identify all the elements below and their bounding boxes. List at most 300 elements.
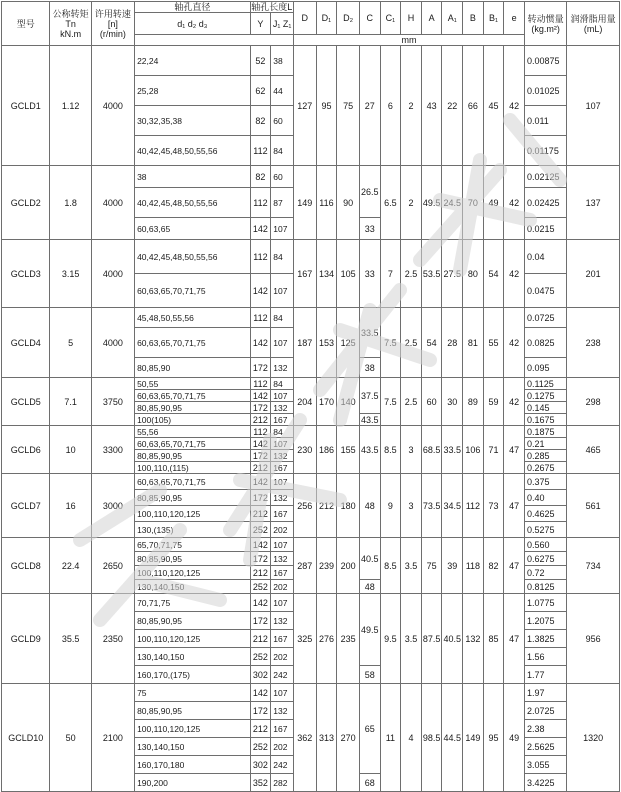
bore-length-j-cell: 132 xyxy=(271,490,294,506)
inertia-cell: 1.77 xyxy=(524,666,566,684)
C1-cell: 8.5 xyxy=(380,538,401,594)
bore-length-j-cell: 202 xyxy=(271,580,294,594)
C-cell: 49.5 xyxy=(359,594,380,666)
table-row xyxy=(2,474,620,490)
bore-length-j-cell: 107 xyxy=(271,274,294,308)
inertia-cell: 0.5275 xyxy=(524,522,566,538)
bore-diameter-cell: 70,71,75 xyxy=(135,594,251,612)
col-B: B xyxy=(463,2,484,35)
col-bore-diameter: 轴孔直径 xyxy=(135,2,251,13)
C-cell: 43.5 xyxy=(361,414,379,425)
inertia-cell: 0.1875 xyxy=(524,426,566,438)
B-cell: 66 xyxy=(463,46,484,166)
bore-diameter-cell: 100,110,(115) xyxy=(135,462,251,474)
torque-cell: 1.12 xyxy=(50,46,91,166)
bore-length-j-cell: 167 xyxy=(271,630,294,648)
speed-cell: 2100 xyxy=(91,684,134,792)
speed-cell: 4000 xyxy=(91,308,134,378)
bore-diameter-cell: 130,(135) xyxy=(135,522,251,538)
bore-diameter-cell: 80,85,90,95 xyxy=(135,702,251,720)
bore-diameter-cell: 100,110,120,125 xyxy=(135,720,251,738)
bore-diameter-cell: 100(105) xyxy=(135,414,251,426)
bore-length-y-cell: 252 xyxy=(250,738,271,756)
bore-length-j-cell: 167 xyxy=(271,462,294,474)
inertia-cell: 0.01175 xyxy=(524,136,566,166)
col-model: 型号 xyxy=(2,2,50,46)
D2-cell: 125 xyxy=(337,308,360,378)
bore-length-j-cell: 132 xyxy=(271,612,294,630)
bore-length-y-cell: 172 xyxy=(250,358,271,378)
bore-length-y-cell: 142 xyxy=(250,274,271,308)
C-cell: 68 xyxy=(359,774,380,792)
inertia-cell: 0.0475 xyxy=(524,274,566,308)
bore-length-y-cell: 172 xyxy=(250,402,271,414)
bore-length-y-cell: 112 xyxy=(250,308,271,328)
bore-length-j-cell: 282 xyxy=(271,774,294,792)
bore-length-y-cell: 212 xyxy=(250,630,271,648)
bore-length-y-cell: 302 xyxy=(250,666,271,684)
bore-length-y-cell: 172 xyxy=(250,450,271,462)
D1-cell: 313 xyxy=(316,684,337,792)
speed-cell: 4000 xyxy=(91,166,134,240)
bore-length-y-cell: 52 xyxy=(250,46,271,76)
bore-length-y-cell: 212 xyxy=(250,462,271,474)
C-cell: 26.5 xyxy=(359,166,380,218)
inertia-cell: 0.00875 xyxy=(524,46,566,76)
bore-length-y-cell: 302 xyxy=(250,756,271,774)
D1-cell: 95 xyxy=(316,46,337,166)
bore-length-j-cell: 107 xyxy=(271,390,294,402)
bore-diameter-cell: 40,42,45,48,50,55,56 xyxy=(135,136,251,166)
D2-cell: 155 xyxy=(337,426,360,474)
H-cell: 2.5 xyxy=(401,240,422,308)
inertia-cell: 0.011 xyxy=(524,106,566,136)
grease-cell: 298 xyxy=(567,378,620,426)
bore-length-y-cell: 112 xyxy=(250,240,271,274)
bore-length-j-cell: 132 xyxy=(271,702,294,720)
bore-length-y-cell: 142 xyxy=(250,438,271,450)
col-C: C xyxy=(359,2,380,35)
B1-cell: 59 xyxy=(483,378,504,426)
B-cell: 80 xyxy=(463,240,484,308)
inertia-cell: 0.1275 xyxy=(524,390,566,402)
bore-diameter-cell: 60,63,65,70,71,75 xyxy=(135,390,251,402)
B-cell: 106 xyxy=(463,426,484,474)
inertia-cell: 0.560 xyxy=(524,538,566,552)
bore-length-y-cell: 252 xyxy=(250,648,271,666)
inertia-cell: 0.2675 xyxy=(524,462,566,474)
bore-length-j-cell: 107 xyxy=(271,438,294,450)
bore-length-j-cell: 132 xyxy=(271,450,294,462)
D1-cell: 116 xyxy=(316,166,337,240)
inertia-cell: 2.38 xyxy=(524,720,566,738)
bore-diameter-cell: 60,63,65,70,71,75 xyxy=(135,328,251,358)
C1-cell: 6.5 xyxy=(380,166,401,240)
speed-cell: 3300 xyxy=(91,426,134,474)
col-inertia: 转动惯量 (kg.m²) xyxy=(524,2,566,46)
bore-length-y-cell: 252 xyxy=(250,580,271,594)
inertia-cell: 0.6275 xyxy=(524,552,566,566)
D1-cell: 153 xyxy=(316,308,337,378)
bore-length-j-cell: 38 xyxy=(271,46,294,76)
bore-length-j-cell: 202 xyxy=(271,648,294,666)
D1-cell: 239 xyxy=(316,538,337,594)
B1-cell: 73 xyxy=(483,474,504,538)
unit-blank xyxy=(135,35,294,46)
bore-diameter-cell: 22,24 xyxy=(135,46,251,76)
A1-cell: 33.5 xyxy=(442,426,463,474)
bore-length-y-cell: 212 xyxy=(250,720,271,738)
grease-cell: 201 xyxy=(567,240,620,308)
bore-length-y-cell: 212 xyxy=(250,506,271,522)
grease-cell: 734 xyxy=(567,538,620,594)
model-cell: GCLD6 xyxy=(2,426,50,474)
bore-diameter-cell: 65,70,71,75 xyxy=(135,538,251,552)
B-cell: 132 xyxy=(463,594,484,684)
bore-length-y-cell: 112 xyxy=(250,378,271,390)
bore-length-y-cell: 62 xyxy=(250,76,271,106)
A1-cell: 39 xyxy=(442,538,463,594)
A-cell: 75 xyxy=(421,538,442,594)
e-cell: 42 xyxy=(504,378,525,426)
e-cell: 47 xyxy=(504,426,525,474)
D-cell: 362 xyxy=(293,684,316,792)
inertia-cell: 2.5625 xyxy=(524,738,566,756)
grease-cell: 137 xyxy=(567,166,620,240)
bore-diameter-cell: 100,110,120,125 xyxy=(135,630,251,648)
D2-cell: 140 xyxy=(337,378,360,426)
bore-diameter-cell: 25,28 xyxy=(135,76,251,106)
bore-diameter-cell: 160,170,180 xyxy=(135,756,251,774)
bore-length-j-cell: 107 xyxy=(271,538,294,552)
inertia-cell: 0.01025 xyxy=(524,76,566,106)
e-cell: 42 xyxy=(504,308,525,378)
table-row xyxy=(2,46,620,76)
e-cell: 42 xyxy=(504,46,525,166)
C-cell: 38 xyxy=(359,358,380,378)
D2-cell: 235 xyxy=(337,594,360,684)
bore-length-y-cell: 112 xyxy=(250,426,271,438)
bore-diameter-cell: 30,32,35,38 xyxy=(135,106,251,136)
inertia-cell: 0.0725 xyxy=(524,308,566,328)
col-torque: 公称转矩 Tn kN.m xyxy=(50,2,91,46)
bore-diameter-cell: 60,63,65 xyxy=(135,218,251,240)
inertia-cell: 0.0825 xyxy=(524,328,566,358)
table-row xyxy=(2,684,620,702)
bore-length-y-cell: 172 xyxy=(250,702,271,720)
B1-cell: 55 xyxy=(483,308,504,378)
H-cell: 3 xyxy=(401,474,422,538)
C1-cell: 9 xyxy=(380,474,401,538)
bore-diameter-cell: 40,42,45,48,50,55,56 xyxy=(135,240,251,274)
inertia-cell: 0.8125 xyxy=(524,580,566,594)
B-cell: 118 xyxy=(463,538,484,594)
bore-diameter-cell: 75 xyxy=(135,684,251,702)
D-cell: 230 xyxy=(293,426,316,474)
C-cell: 48 xyxy=(359,474,380,538)
grease-cell: 561 xyxy=(567,474,620,538)
A1-cell: 22 xyxy=(442,46,463,166)
D-cell: 167 xyxy=(293,240,316,308)
bore-length-j-cell: 167 xyxy=(271,720,294,738)
C-cell: 33.5 xyxy=(359,308,380,358)
A-cell: 73.5 xyxy=(421,474,442,538)
inertia-cell: 0.285 xyxy=(524,450,566,462)
bore-length-j-cell: 87 xyxy=(271,188,294,218)
B1-cell: 54 xyxy=(483,240,504,308)
D2-cell: 270 xyxy=(337,684,360,792)
A-cell: 43 xyxy=(421,46,442,166)
col-D2: D₂ xyxy=(337,2,360,35)
bore-length-y-cell: 82 xyxy=(250,106,271,136)
bore-length-j-cell: 107 xyxy=(271,684,294,702)
C1-cell: 7.5 xyxy=(380,378,401,426)
bore-length-j-cell: 84 xyxy=(271,240,294,274)
col-B1: B₁ xyxy=(483,2,504,35)
col-A: A xyxy=(421,2,442,35)
inertia-cell: 3.055 xyxy=(524,756,566,774)
inertia-cell: 1.3825 xyxy=(524,630,566,648)
model-cell: GCLD3 xyxy=(2,240,50,308)
col-Y: Y xyxy=(250,13,271,35)
bore-diameter-cell: 100,110,120,125 xyxy=(135,506,251,522)
inertia-cell: 0.1675 xyxy=(524,414,566,426)
bore-length-y-cell: 142 xyxy=(250,594,271,612)
table-row xyxy=(2,166,620,188)
bore-diameter-cell: 38 xyxy=(135,166,251,188)
model-cell: GCLD4 xyxy=(2,308,50,378)
C-cell: 43.5 xyxy=(359,426,380,474)
inertia-cell: 0.72 xyxy=(524,566,566,580)
A-cell: 98.5 xyxy=(421,684,442,792)
C-cell: 37.5 xyxy=(359,378,380,414)
A-cell: 53.5 xyxy=(421,240,442,308)
col-A1: A₁ xyxy=(442,2,463,35)
H-cell: 2 xyxy=(401,46,422,166)
bore-length-j-cell: 132 xyxy=(271,358,294,378)
bore-diameter-cell: 130,140,150 xyxy=(135,738,251,756)
C1-cell: 7.5 xyxy=(380,308,401,378)
D-cell: 204 xyxy=(293,378,316,426)
D-cell: 127 xyxy=(293,46,316,166)
D1-cell: 212 xyxy=(316,474,337,538)
bore-diameter-cell: 160,170,(175) xyxy=(135,666,251,684)
H-cell: 2.5 xyxy=(401,308,422,378)
bore-diameter-cell: 45,48,50,55,56 xyxy=(135,308,251,328)
e-cell: 42 xyxy=(504,166,525,240)
D-cell: 149 xyxy=(293,166,316,240)
e-cell: 47 xyxy=(504,538,525,594)
A-cell: 87.5 xyxy=(421,594,442,684)
bore-length-j-cell: 202 xyxy=(271,738,294,756)
C1-cell: 9.5 xyxy=(380,594,401,684)
C-cell: 33 xyxy=(359,218,380,240)
torque-cell: 22.4 xyxy=(50,538,91,594)
bore-length-j-cell: 60 xyxy=(271,166,294,188)
bore-length-j-cell: 132 xyxy=(271,552,294,566)
torque-cell: 3.15 xyxy=(50,240,91,308)
inertia-cell: 0.1125 xyxy=(524,378,566,390)
A1-cell: 30 xyxy=(442,378,463,426)
D2-cell: 180 xyxy=(337,474,360,538)
torque-cell: 16 xyxy=(50,474,91,538)
col-J1Z1: J₁ Z₁ xyxy=(271,13,294,35)
bore-diameter-cell: 60,63,65,70,71,75 xyxy=(135,274,251,308)
H-cell: 2.5 xyxy=(401,378,422,426)
A1-cell: 27.5 xyxy=(442,240,463,308)
inertia-cell: 1.2075 xyxy=(524,612,566,630)
bore-length-j-cell: 107 xyxy=(271,594,294,612)
coupling-spec-table xyxy=(1,1,620,792)
inertia-cell: 1.56 xyxy=(524,648,566,666)
C-cell: 33 xyxy=(359,240,380,308)
table-row xyxy=(2,538,620,552)
bore-length-j-cell: 107 xyxy=(271,218,294,240)
inertia-cell: 0.095 xyxy=(524,358,566,378)
bore-length-y-cell: 142 xyxy=(250,218,271,240)
bore-length-j-cell: 84 xyxy=(271,378,294,390)
model-cell: GCLD7 xyxy=(2,474,50,538)
bore-diameter-cell: 80,85,90 xyxy=(135,358,251,378)
bore-diameter-cell: 190,200 xyxy=(135,774,251,792)
bore-length-j-cell: 132 xyxy=(271,402,294,414)
bore-length-j-cell: 84 xyxy=(271,308,294,328)
speed-cell: 3750 xyxy=(91,378,134,426)
D-cell: 287 xyxy=(293,538,316,594)
bore-length-j-cell: 202 xyxy=(271,522,294,538)
torque-cell: 5 xyxy=(50,308,91,378)
bore-length-j-cell: 60 xyxy=(271,106,294,136)
grease-cell: 107 xyxy=(567,46,620,166)
bore-length-y-cell: 112 xyxy=(250,136,271,166)
H-cell: 4 xyxy=(401,684,422,792)
bore-length-j-cell: 107 xyxy=(271,328,294,358)
inertia-cell: 0.145 xyxy=(524,402,566,414)
table-row xyxy=(2,594,620,612)
B-cell: 89 xyxy=(463,378,484,426)
D1-cell: 276 xyxy=(316,594,337,684)
bore-length-j-cell: 242 xyxy=(271,666,294,684)
speed-cell: 2350 xyxy=(91,594,134,684)
bore-length-j-cell: 44 xyxy=(271,76,294,106)
torque-cell: 35.5 xyxy=(50,594,91,684)
A1-cell: 40.5 xyxy=(442,594,463,684)
bore-length-y-cell: 172 xyxy=(250,552,271,566)
D2-cell: 75 xyxy=(337,46,360,166)
bore-length-y-cell: 142 xyxy=(250,390,271,402)
H-cell: 2 xyxy=(401,166,422,240)
bore-length-j-cell: 167 xyxy=(271,566,294,580)
grease-cell: 465 xyxy=(567,426,620,474)
A-cell: 68.5 xyxy=(421,426,442,474)
bore-diameter-cell: 80,85,90,95 xyxy=(135,490,251,506)
torque-cell: 7.1 xyxy=(50,378,91,426)
inertia-cell: 2.0725 xyxy=(524,702,566,720)
unit-mm: mm xyxy=(293,35,524,46)
bore-diameter-cell: 80,85,90,95 xyxy=(135,402,251,414)
B-cell: 81 xyxy=(463,308,484,378)
D1-cell: 170 xyxy=(316,378,337,426)
bore-length-j-cell: 107 xyxy=(271,474,294,490)
e-cell: 42 xyxy=(504,240,525,308)
e-cell: 47 xyxy=(504,474,525,538)
grease-cell: 956 xyxy=(567,594,620,684)
model-cell: GCLD2 xyxy=(2,166,50,240)
bore-diameter-cell: 130,140,150 xyxy=(135,580,251,594)
inertia-cell: 3.4225 xyxy=(524,774,566,792)
C1-cell: 11 xyxy=(380,684,401,792)
col-D: D xyxy=(293,2,316,35)
bore-length-y-cell: 172 xyxy=(250,612,271,630)
A1-cell: 28 xyxy=(442,308,463,378)
bore-length-y-cell: 142 xyxy=(250,328,271,358)
bore-diameter-cell: 40,42,45,48,50,55,56 xyxy=(135,188,251,218)
speed-cell: 2650 xyxy=(91,538,134,594)
H-cell: 3.5 xyxy=(401,538,422,594)
speed-cell: 4000 xyxy=(91,240,134,308)
bore-diameter-cell: 130,140,150 xyxy=(135,648,251,666)
D-cell: 256 xyxy=(293,474,316,538)
B1-cell: 95 xyxy=(483,684,504,792)
col-H: H xyxy=(401,2,422,35)
bore-length-j-cell: 84 xyxy=(271,136,294,166)
inertia-cell: 0.0215 xyxy=(524,218,566,240)
bore-diameter-cell: 80,85,90,95 xyxy=(135,552,251,566)
table-row xyxy=(2,308,620,328)
bore-length-y-cell: 112 xyxy=(250,188,271,218)
C1-cell: 7 xyxy=(380,240,401,308)
C-cell: 58 xyxy=(359,666,380,684)
model-cell: GCLD8 xyxy=(2,538,50,594)
model-cell: GCLD9 xyxy=(2,594,50,684)
D2-cell: 90 xyxy=(337,166,360,240)
model-cell: GCLD5 xyxy=(2,378,50,426)
model-cell: GCLD1 xyxy=(2,46,50,166)
col-e: e xyxy=(504,2,525,35)
col-C1: C₁ xyxy=(380,2,401,35)
table-row xyxy=(2,426,620,438)
grease-cell: 238 xyxy=(567,308,620,378)
A1-cell: 44.5 xyxy=(442,684,463,792)
A1-cell: 34.5 xyxy=(442,474,463,538)
speed-cell: 3000 xyxy=(91,474,134,538)
B1-cell: 45 xyxy=(483,46,504,166)
inertia-cell: 0.21 xyxy=(524,438,566,450)
speed-cell: 4000 xyxy=(91,46,134,166)
C-cell: 40.5 xyxy=(359,538,380,580)
grease-cell: 1320 xyxy=(567,684,620,792)
bore-diameter-cell: 80,85,90,95 xyxy=(135,612,251,630)
bore-length-j-cell: 84 xyxy=(271,426,294,438)
inertia-cell: 1.97 xyxy=(524,684,566,702)
inertia-cell: 0.40 xyxy=(524,490,566,506)
B1-cell: 49 xyxy=(483,166,504,240)
bore-diameter-cell: 50,55 xyxy=(135,378,251,390)
bore-length-j-cell: 167 xyxy=(271,506,294,522)
bore-diameter-cell: 80,85,90,95 xyxy=(135,450,251,462)
col-speed: 许用转速 [n] (r/min) xyxy=(91,2,134,46)
D2-cell: 200 xyxy=(337,538,360,594)
bore-length-y-cell: 212 xyxy=(250,566,271,580)
D1-cell: 134 xyxy=(316,240,337,308)
B1-cell: 85 xyxy=(483,594,504,684)
B-cell: 70 xyxy=(463,166,484,240)
D-cell: 187 xyxy=(293,308,316,378)
D1-cell: 186 xyxy=(316,426,337,474)
bore-length-y-cell: 142 xyxy=(250,474,271,490)
bore-length-j-cell: 167 xyxy=(271,414,294,426)
col-bore-diameter-sub: d₁ d₂ d₃ xyxy=(135,13,251,35)
